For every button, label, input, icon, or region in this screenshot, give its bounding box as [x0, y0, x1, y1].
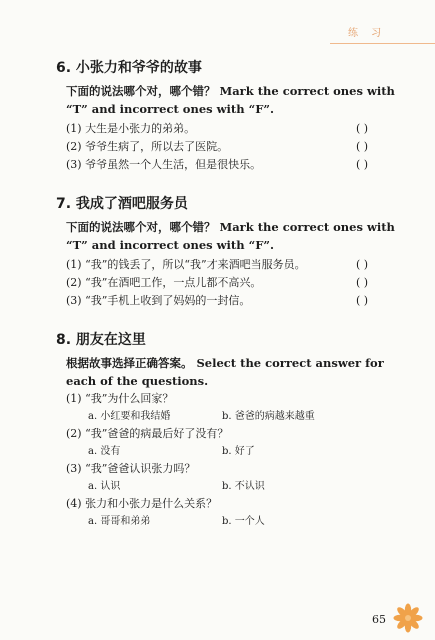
section-8	[56, 330, 392, 530]
option-a[interactable]: a. 小红要和我结婚	[88, 411, 171, 422]
answer-options	[88, 513, 392, 530]
answer-blank[interactable]: ( )	[356, 258, 369, 271]
instruction-line: 下面的说法哪个对，哪个错？ Mark the correct ones with	[66, 84, 395, 98]
section-title: 8. 朋友在这里	[56, 332, 146, 348]
tf-item	[66, 292, 392, 310]
tf-item	[66, 120, 392, 138]
option-b[interactable]: b. 爸爸的病越来越重	[222, 411, 315, 422]
page-number: 65	[372, 613, 386, 626]
instruction-line: each of the questions.	[66, 374, 209, 388]
section-title: 7. 我成了酒吧服务员	[56, 196, 188, 212]
tf-statement: (3) “我”手机上收到了妈妈的一封信。	[66, 294, 251, 307]
answer-options	[88, 443, 392, 460]
answer-blank[interactable]: ( )	[356, 122, 369, 135]
option-b[interactable]: b. 不认识	[222, 481, 265, 492]
true-false-list	[66, 256, 392, 310]
tf-statement: (2) “我”在酒吧工作，一点儿都不高兴。	[66, 276, 262, 289]
instruction-line: “T” and incorrect ones with “F”.	[66, 102, 274, 116]
question: (4) 张力和小张力是什么关系？	[66, 497, 218, 510]
page-content	[56, 58, 395, 550]
section-6	[56, 58, 395, 174]
tf-item	[66, 256, 392, 274]
option-a[interactable]: a. 哥哥和弟弟	[88, 516, 151, 527]
tf-statement: (3) 爷爷虽然一个人生活，但是很快乐。	[66, 158, 262, 171]
tf-item	[66, 274, 392, 292]
header-rule	[330, 43, 435, 44]
tf-item	[66, 138, 392, 156]
true-false-list	[66, 120, 392, 174]
answer-blank[interactable]: ( )	[356, 294, 369, 307]
question: (2) “我”爸爸的病最后好了没有？	[66, 427, 229, 440]
answer-blank[interactable]: ( )	[356, 140, 369, 153]
question: (1) “我”为什么回家？	[66, 392, 174, 405]
answer-options	[88, 478, 392, 495]
option-a[interactable]: a. 认识	[88, 481, 121, 492]
section-title: 6. 小张力和爷爷的故事	[56, 60, 202, 76]
option-b[interactable]: b. 一个人	[222, 516, 265, 527]
tf-item	[66, 156, 392, 174]
instruction-line: “T” and incorrect ones with “F”.	[66, 238, 274, 252]
header-label: 练 习	[348, 28, 387, 39]
tf-statement: (1) “我”的钱丢了，所以“我”才来酒吧当服务员。	[66, 258, 306, 271]
question: (3) “我”爸爸认识张力吗？	[66, 462, 196, 475]
answer-options	[88, 408, 392, 425]
flower-icon	[393, 603, 423, 633]
instruction-line: 下面的说法哪个对，哪个错？ Mark the correct ones with	[66, 220, 395, 234]
answer-blank[interactable]: ( )	[356, 158, 369, 171]
answer-blank[interactable]: ( )	[356, 276, 369, 289]
instruction-line: 根据故事选择正确答案。 Select the correct answer for	[66, 356, 384, 370]
option-a[interactable]: a. 没有	[88, 446, 121, 457]
tf-statement: (2) 爷爷生病了，所以去了医院。	[66, 140, 229, 153]
option-b[interactable]: b. 好了	[222, 446, 255, 457]
tf-statement: (1) 大生是小张力的弟弟。	[66, 122, 196, 135]
section-7	[56, 194, 395, 310]
